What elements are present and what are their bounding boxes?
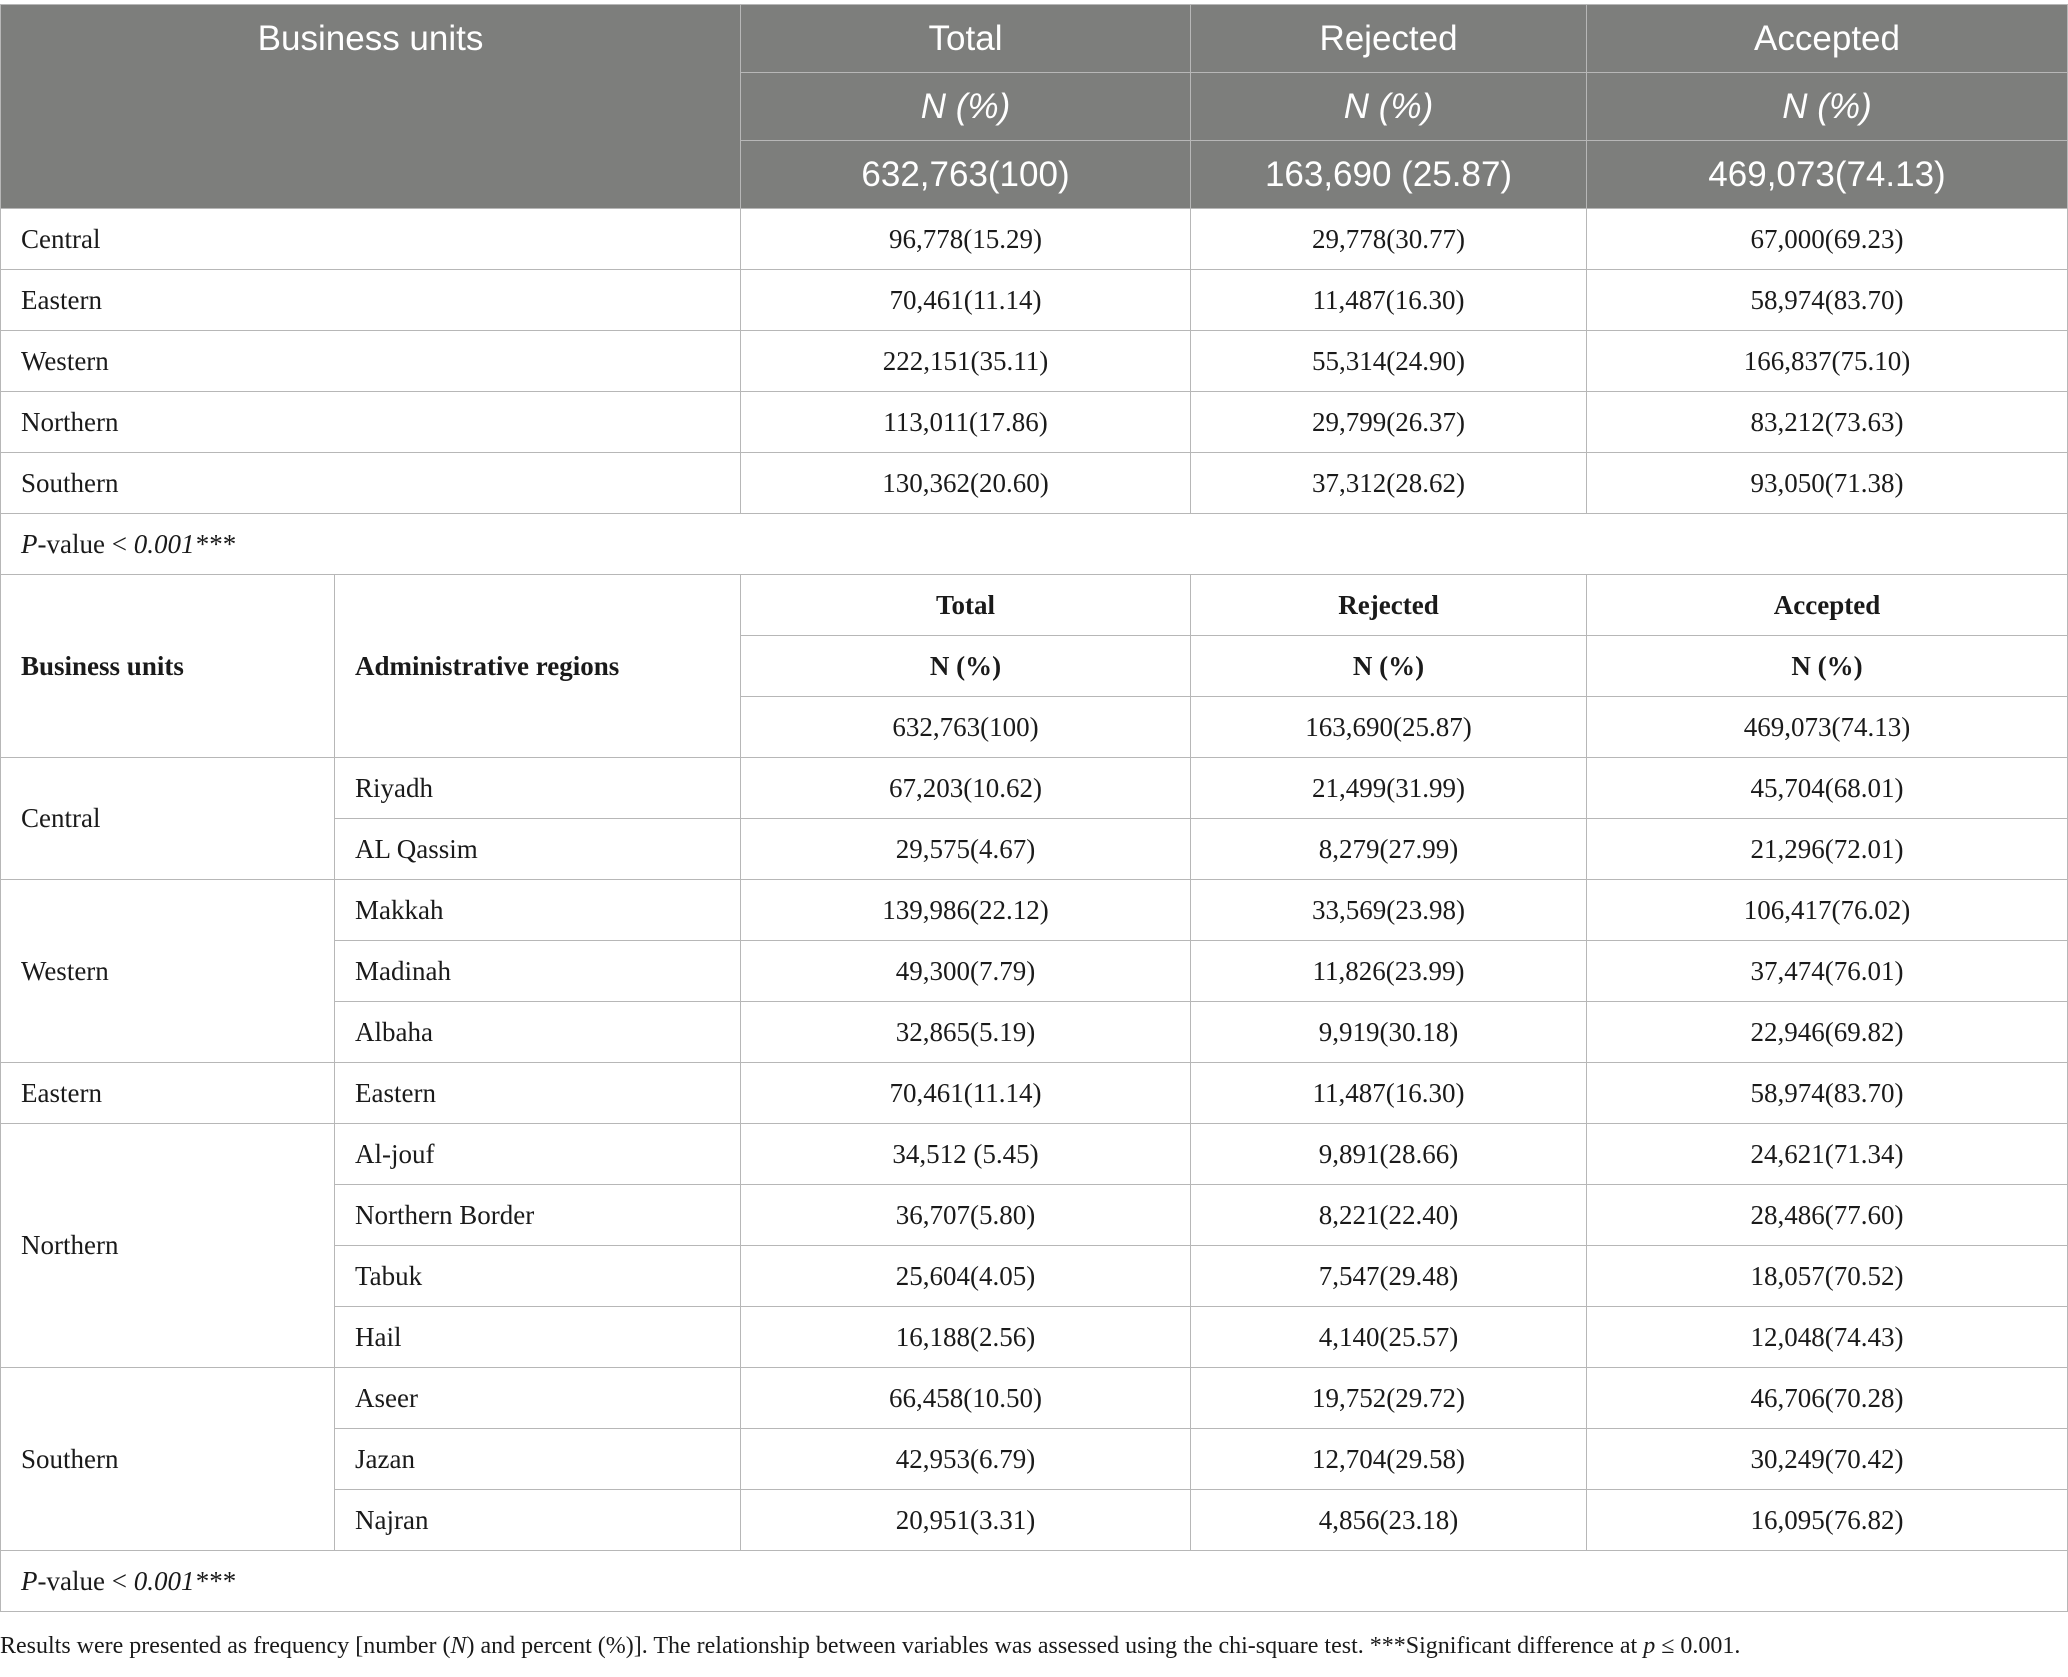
business-unit-label: Northern xyxy=(1,1124,335,1368)
business-unit-label: Eastern xyxy=(1,1063,335,1124)
p-value-number: 0.001*** xyxy=(133,528,235,559)
business-unit-label: Southern xyxy=(1,453,741,514)
region-label: Makkah xyxy=(335,880,741,941)
rejected-value: 9,919(30.18) xyxy=(1191,1002,1587,1063)
header-rejected-overall: 163,690 (25.87) xyxy=(1191,141,1587,209)
total-value: 34,512 (5.45) xyxy=(741,1124,1191,1185)
p-value-operator: -value < xyxy=(37,1565,134,1596)
total-value: 67,203(10.62) xyxy=(741,758,1191,819)
p-value-cell xyxy=(1,1551,2068,1612)
accepted-value: 30,249(70.42) xyxy=(1587,1429,2068,1490)
section2-accepted-overall: 469,073(74.13) xyxy=(1587,697,2068,758)
accepted-value: 83,212(73.63) xyxy=(1587,392,2068,453)
rejected-value: 4,856(23.18) xyxy=(1191,1490,1587,1551)
p-value-row xyxy=(1,1551,2068,1612)
accepted-value: 45,704(68.01) xyxy=(1587,758,2068,819)
total-value: 130,362(20.60) xyxy=(741,453,1191,514)
header-total-unit: N (%) xyxy=(741,73,1191,141)
region-label: Riyadh xyxy=(335,758,741,819)
accepted-value: 58,974(83.70) xyxy=(1587,1063,2068,1124)
footnote-text-3: ≤ 0.001. xyxy=(1655,1633,1741,1659)
header-total-overall: 632,763(100) xyxy=(741,141,1191,209)
header-row-titles xyxy=(1,5,2068,73)
total-value: 70,461(11.14) xyxy=(741,1063,1191,1124)
rejected-value: 7,547(29.48) xyxy=(1191,1246,1587,1307)
table-row xyxy=(1,270,2068,331)
accepted-value: 24,621(71.34) xyxy=(1587,1124,2068,1185)
header-rejected-unit: N (%) xyxy=(1191,73,1587,141)
rejected-value: 8,221(22.40) xyxy=(1191,1185,1587,1246)
total-value: 113,011(17.86) xyxy=(741,392,1191,453)
total-value: 32,865(5.19) xyxy=(741,1002,1191,1063)
rejected-value: 4,140(25.57) xyxy=(1191,1307,1587,1368)
rejected-value: 9,891(28.66) xyxy=(1191,1124,1587,1185)
p-value-row xyxy=(1,514,2068,575)
total-value: 70,461(11.14) xyxy=(741,270,1191,331)
accepted-value: 22,946(69.82) xyxy=(1587,1002,2068,1063)
rejected-value: 29,778(30.77) xyxy=(1191,209,1587,270)
total-value: 49,300(7.79) xyxy=(741,941,1191,1002)
header-accepted-unit: N (%) xyxy=(1587,73,2068,141)
section2-header-business-units: Business units xyxy=(1,575,335,758)
p-value-operator: -value < xyxy=(37,528,134,559)
accepted-value: 18,057(70.52) xyxy=(1587,1246,2068,1307)
table-row xyxy=(1,453,2068,514)
rejected-value: 33,569(23.98) xyxy=(1191,880,1587,941)
rejected-value: 19,752(29.72) xyxy=(1191,1368,1587,1429)
section2-header-total: Total xyxy=(741,575,1191,636)
table-row xyxy=(1,1063,2068,1124)
accepted-value: 28,486(77.60) xyxy=(1587,1185,2068,1246)
accepted-value: 58,974(83.70) xyxy=(1587,270,2068,331)
header-rejected: Rejected xyxy=(1191,5,1587,73)
p-value-letter: P xyxy=(21,528,38,559)
footnote-p: p xyxy=(1643,1633,1656,1659)
business-unit-label: Northern xyxy=(1,392,741,453)
results-table xyxy=(0,4,2068,1612)
region-label: Aseer xyxy=(335,1368,741,1429)
footnote-n: N xyxy=(450,1633,467,1659)
region-label: Albaha xyxy=(335,1002,741,1063)
total-value: 96,778(15.29) xyxy=(741,209,1191,270)
region-label: Al-jouf xyxy=(335,1124,741,1185)
section2-header-accepted: Accepted xyxy=(1587,575,2068,636)
header-accepted: Accepted xyxy=(1587,5,2068,73)
section2-header-rejected: Rejected xyxy=(1191,575,1587,636)
total-value: 25,604(4.05) xyxy=(741,1246,1191,1307)
accepted-value: 21,296(72.01) xyxy=(1587,819,2068,880)
accepted-value: 93,050(71.38) xyxy=(1587,453,2068,514)
accepted-value: 46,706(70.28) xyxy=(1587,1368,2068,1429)
region-label: Eastern xyxy=(335,1063,741,1124)
section2-header-rejected-unit: N (%) xyxy=(1191,636,1587,697)
rejected-value: 11,826(23.99) xyxy=(1191,941,1587,1002)
footnote-text-2: ) and percent (%)]. The relationship between variables was assessed using the chi-square test. ***Significant difference at xyxy=(466,1633,1644,1659)
section2-rejected-overall: 163,690(25.87) xyxy=(1191,697,1587,758)
rejected-value: 8,279(27.99) xyxy=(1191,819,1587,880)
region-label: Madinah xyxy=(335,941,741,1002)
table-row xyxy=(1,209,2068,270)
rejected-value: 37,312(28.62) xyxy=(1191,453,1587,514)
header-business-units: Business units xyxy=(1,5,741,209)
accepted-value: 12,048(74.43) xyxy=(1587,1307,2068,1368)
region-label: Najran xyxy=(335,1490,741,1551)
table-footnote xyxy=(0,1633,1740,1660)
business-unit-label: Central xyxy=(1,758,335,880)
total-value: 29,575(4.67) xyxy=(741,819,1191,880)
rejected-value: 11,487(16.30) xyxy=(1191,1063,1587,1124)
region-label: Northern Border xyxy=(335,1185,741,1246)
section2-header-admin-regions: Administrative regions xyxy=(335,575,741,758)
header-accepted-overall: 469,073(74.13) xyxy=(1587,141,2068,209)
rejected-value: 12,704(29.58) xyxy=(1191,1429,1587,1490)
header-total: Total xyxy=(741,5,1191,73)
section2-header-row-titles xyxy=(1,575,2068,636)
table-row xyxy=(1,1368,2068,1429)
rejected-value: 21,499(31.99) xyxy=(1191,758,1587,819)
region-label: Jazan xyxy=(335,1429,741,1490)
p-value-letter: P xyxy=(21,1565,38,1596)
region-label: Tabuk xyxy=(335,1246,741,1307)
section2-header-accepted-unit: N (%) xyxy=(1587,636,2068,697)
business-unit-label: Eastern xyxy=(1,270,741,331)
total-value: 139,986(22.12) xyxy=(741,880,1191,941)
table-row xyxy=(1,392,2068,453)
rejected-value: 29,799(26.37) xyxy=(1191,392,1587,453)
footnote-text-1: Results were presented as frequency [number ( xyxy=(0,1633,451,1659)
table-row xyxy=(1,1124,2068,1185)
business-unit-label: Central xyxy=(1,209,741,270)
accepted-value: 37,474(76.01) xyxy=(1587,941,2068,1002)
total-value: 36,707(5.80) xyxy=(741,1185,1191,1246)
region-label: AL Qassim xyxy=(335,819,741,880)
accepted-value: 16,095(76.82) xyxy=(1587,1490,2068,1551)
table-row xyxy=(1,880,2068,941)
business-unit-label: Western xyxy=(1,880,335,1063)
business-unit-label: Western xyxy=(1,331,741,392)
section2-total-overall: 632,763(100) xyxy=(741,697,1191,758)
total-value: 42,953(6.79) xyxy=(741,1429,1191,1490)
accepted-value: 106,417(76.02) xyxy=(1587,880,2068,941)
rejected-value: 55,314(24.90) xyxy=(1191,331,1587,392)
rejected-value: 11,487(16.30) xyxy=(1191,270,1587,331)
total-value: 16,188(2.56) xyxy=(741,1307,1191,1368)
total-value: 222,151(35.11) xyxy=(741,331,1191,392)
p-value-number: 0.001*** xyxy=(133,1565,235,1596)
table-row xyxy=(1,331,2068,392)
total-value: 20,951(3.31) xyxy=(741,1490,1191,1551)
total-value: 66,458(10.50) xyxy=(741,1368,1191,1429)
p-value-cell xyxy=(1,514,2068,575)
accepted-value: 67,000(69.23) xyxy=(1587,209,2068,270)
section2-header-total-unit: N (%) xyxy=(741,636,1191,697)
accepted-value: 166,837(75.10) xyxy=(1587,331,2068,392)
region-label: Hail xyxy=(335,1307,741,1368)
table-row xyxy=(1,758,2068,819)
business-unit-label: Southern xyxy=(1,1368,335,1551)
